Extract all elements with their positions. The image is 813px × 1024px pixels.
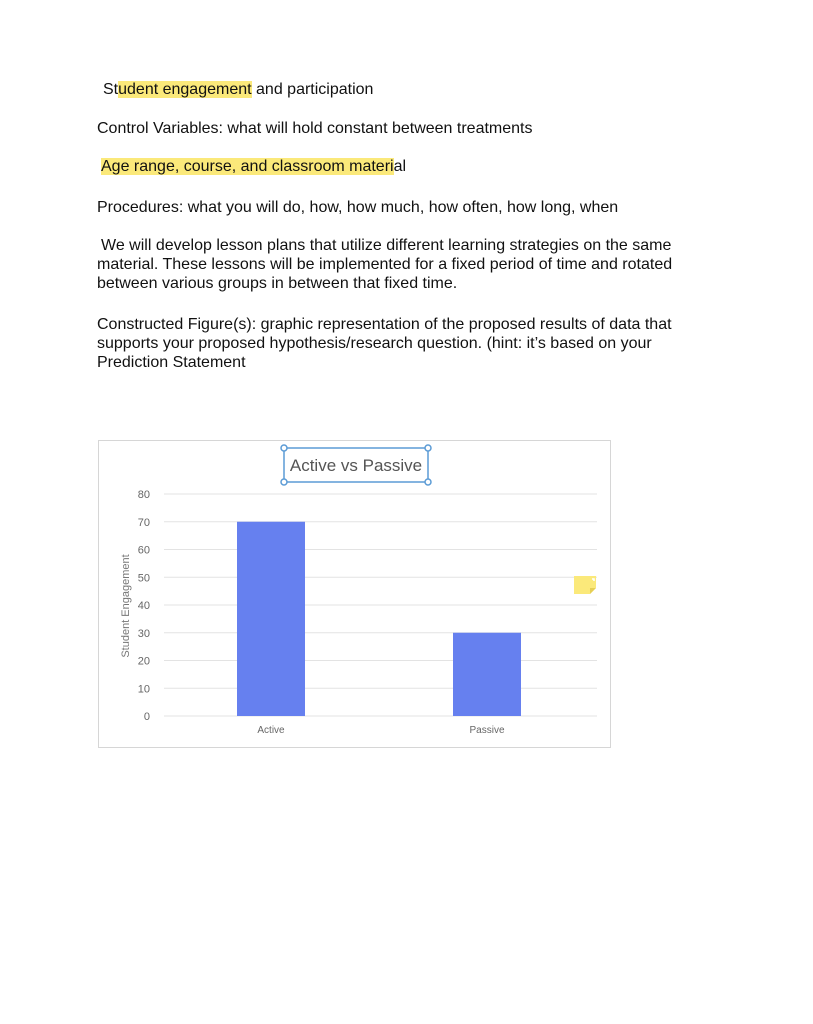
y-tick-label: 50 <box>137 572 150 585</box>
procedures-text: We will develop lesson plans that utilize different learning strategies on the same material. These lessons will be implemented for a fixed period of time and rotated between various groups in between that fixed time. <box>97 237 673 292</box>
highlighted-text: Age range, course, and classroom materi <box>101 158 394 175</box>
y-tick-label: 10 <box>137 683 150 696</box>
highlighted-text: udent engagement <box>118 81 252 98</box>
text-run: St <box>103 81 119 98</box>
y-tick-label: 0 <box>143 711 150 723</box>
chart-title[interactable]: Active vs Passive <box>289 456 423 475</box>
chart-container[interactable] <box>98 440 611 748</box>
constructed-figure-text: Constructed Figure(s): graphic representation of the proposed results of data that supports your proposed hypothesis/research question. (hint: it’s based on your Prediction Statement <box>97 316 672 371</box>
x-tick-label: Active <box>257 725 285 736</box>
control-variables-label: Control Variables: what will hold constant between treatments <box>97 120 533 137</box>
y-tick-label: 60 <box>137 544 150 557</box>
y-axis-label: Student Engagement <box>120 554 132 658</box>
resize-handle[interactable] <box>281 445 287 451</box>
bar-chart[interactable] <box>99 441 610 747</box>
y-tick-label: 80 <box>137 489 150 501</box>
y-tick-label: 30 <box>137 627 150 640</box>
bar-passive[interactable] <box>453 633 521 716</box>
text-run: and participation <box>251 81 374 98</box>
resize-handle[interactable] <box>425 479 431 485</box>
control-variables-value <box>101 157 406 176</box>
dependent-variable-value <box>103 80 373 99</box>
resize-handle[interactable] <box>281 479 287 485</box>
text-run: al <box>393 158 407 175</box>
resize-handle[interactable] <box>425 445 431 451</box>
bar-active[interactable] <box>237 522 305 716</box>
y-tick-label: 40 <box>137 600 150 612</box>
comment-note-icon[interactable] <box>573 575 597 595</box>
procedures-label: Procedures: what you will do, how, how much, how often, how long, when <box>97 199 619 216</box>
y-tick-label: 70 <box>137 516 150 529</box>
x-tick-label: Passive <box>469 725 505 736</box>
y-tick-label: 20 <box>137 655 150 668</box>
